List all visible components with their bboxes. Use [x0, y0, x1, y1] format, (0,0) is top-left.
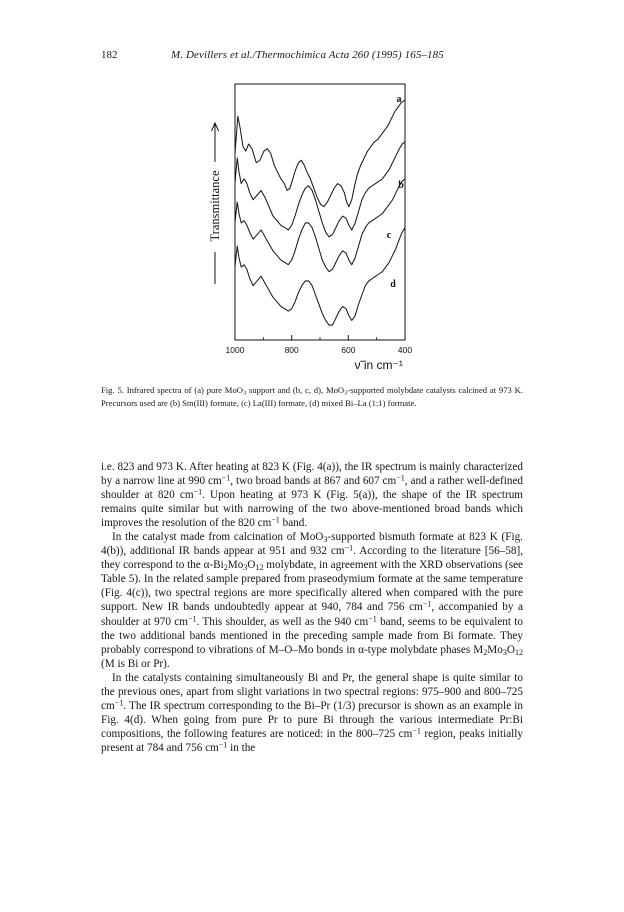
ir-spectra-chart [196, 78, 426, 378]
body-text [101, 460, 523, 755]
paragraph-1 [101, 460, 523, 530]
text-run: (M is Bi or Pr). [101, 657, 170, 670]
subscript: 3 [502, 647, 507, 657]
superscript: −1 [218, 740, 228, 750]
curve-label-c: c [386, 230, 392, 241]
text-run: molybdate, in agreement with the XRD observations (see Table 5). In the related sample prepared from praseodymium formate at the same temperature (Fig. 4(c)), two spectral regions are more specifically altered when compared with the pure support. New IR bands undoubtedly appear at 940, 784 and 756 cm [101, 559, 523, 614]
text-run: -supported bismuth formate at 823 K (Fig. 4(b)), additional IR bands appear at 951 and 932 cm [101, 531, 523, 558]
text-run: O [506, 643, 515, 656]
curve-label-a: a [396, 94, 402, 105]
subscript: 3 [243, 563, 248, 573]
text-run: Mo [227, 559, 244, 572]
x-axis-title: ν̃ in cm⁻¹ [354, 358, 403, 372]
text-run: in the [227, 741, 256, 754]
subscript: 12 [255, 563, 264, 573]
subscript: 2 [223, 563, 228, 573]
x-tick-label: 400 [397, 345, 413, 355]
superscript: −1 [422, 599, 432, 609]
x-tick-label: 1000 [225, 345, 245, 355]
spectrum-curve-b [235, 142, 405, 237]
text-run: In the catalysts containing simultaneously Bi and Pr, the general shape is quite similar to the previous ones, apart from slight variations in two spectral regions: 975–900 and 800–725 cm [101, 671, 523, 712]
subscript: 12 [514, 647, 523, 657]
ir-spectra-figure [196, 78, 426, 378]
superscript: −1 [271, 515, 280, 525]
superscript: −1 [193, 487, 203, 497]
caption-subscript: 3 [242, 389, 247, 397]
page-number: 182 [101, 49, 118, 61]
superscript: −1 [114, 698, 124, 708]
plot-frame [235, 84, 405, 340]
running-head: M. Devillers et al./Thermochimica Acta 260 (1995) 165–185 [171, 49, 444, 61]
superscript: −1 [368, 613, 377, 623]
text-run: Mo [487, 643, 503, 656]
y-axis-title: Transmittance [208, 170, 222, 242]
spectrum-curve-c [235, 179, 405, 272]
text-run: , and a rather well-defined shoulder at 820 cm [101, 475, 523, 502]
superscript: −1 [396, 473, 405, 483]
subscript: 2 [483, 647, 488, 657]
superscript: −1 [412, 726, 421, 736]
text-run: band, seems to be equivalent to the two additional bands mentioned in the preceding sample made from Bi formate. They probably correspond to vibrations of M–O–Mo bonds in α-type molybdate phases M [101, 615, 523, 656]
paragraph-2 [101, 530, 523, 670]
text-run: i.e. 823 and 973 K. After heating at 823 K (Fig. 4(a)), the IR spectrum is mainly characterized by a narrow line at 990 cm [101, 461, 523, 488]
text-run: , accompanied by a shoulder at 970 cm [101, 601, 523, 628]
x-tick-label: 600 [341, 345, 356, 355]
text-run: . The IR spectrum corresponding to the Bi–Pr (1/3) precursor is shown as an example in Fig. 4(d). When going from pure Pr to pure Bi through the various intermediate Pr:Bi compositions, the following features are noticed: in the 800–725 cm [101, 699, 523, 740]
text-run: . According to the literature [56–58], they correspond to the α-Bi [101, 545, 523, 572]
caption-text: -supported molybdate catalysts calcined at 973 K. Precursors used are (b) Sm(III) formate, (c) La(III) formate, (d) mixed Bi–La (1:1) formate. [101, 385, 523, 409]
text-run: . This shoulder, as well as the 940 cm [196, 615, 369, 628]
text-run: region, peaks initially present at 784 and 756 cm [101, 727, 523, 754]
page-header [101, 47, 523, 63]
caption-text: Fig. 5. Infrared spectra of (a) pure MoO [101, 385, 243, 395]
superscript: −1 [187, 613, 197, 623]
text-run: band. [279, 517, 308, 530]
superscript: −1 [344, 543, 354, 553]
spectrum-curve-d [235, 228, 405, 325]
curve-label-b: b [398, 180, 404, 191]
text-run: . Upon heating at 973 K (Fig. 5(a)), the shape of the IR spectrum remains quite similar but with narrowing of the two above-mentioned broad bands which improves the resolution of the 820 cm [101, 489, 523, 530]
x-tick-label: 800 [284, 345, 299, 355]
curve-label-d: d [390, 279, 396, 290]
caption-subscript: 3 [344, 389, 348, 397]
text-run: , two broad bands at 867 and 607 cm [230, 475, 397, 488]
subscript: 3 [323, 535, 328, 544]
figure-caption [101, 384, 523, 410]
text-run: O [247, 559, 256, 572]
paragraph-3 [101, 671, 523, 755]
text-run: In the catalyst made from calcination of MoO [112, 531, 324, 544]
superscript: −1 [221, 473, 231, 483]
caption-text: support and (b, c, d), MoO [246, 385, 345, 395]
